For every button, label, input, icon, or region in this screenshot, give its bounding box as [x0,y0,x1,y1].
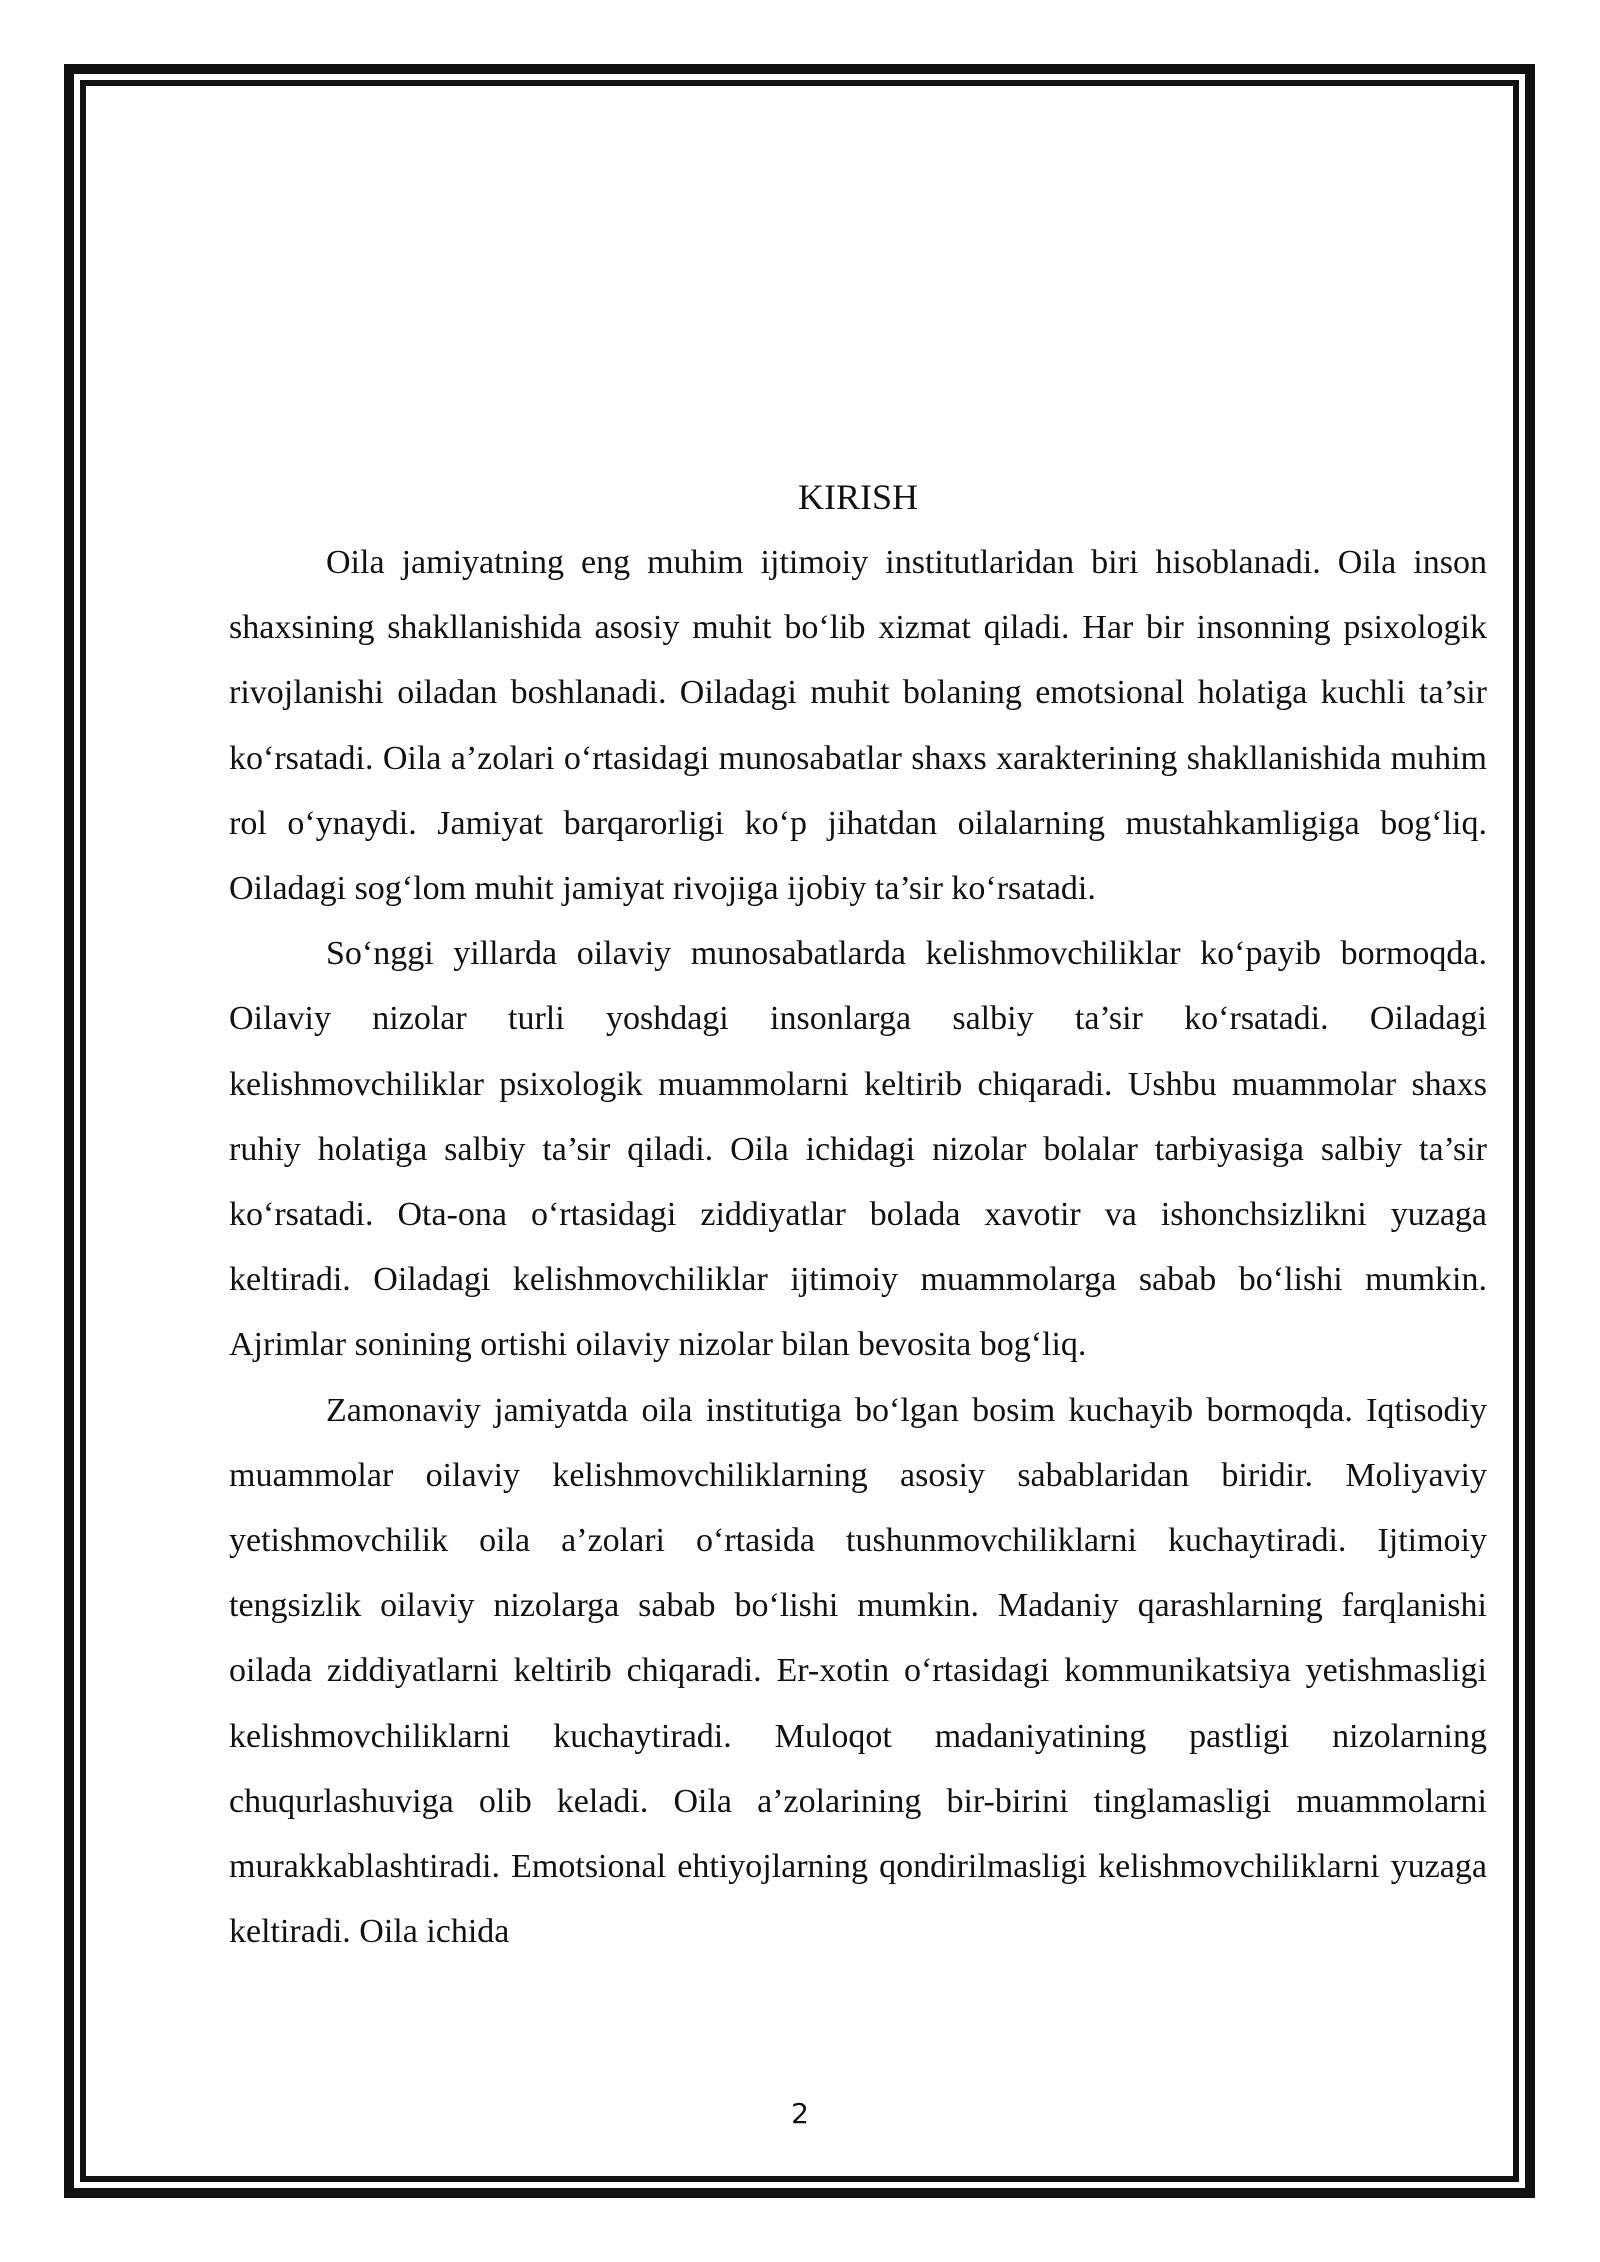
paragraph-2: So‘nggi yillarda oilaviy munosabatlarda kelishmovchiliklar ko‘payib bormoqda. Oilaviy nizolar turli yoshdagi insonlarga salbiy ta’sir ko‘rsatadi. Oiladagi kelishmovchiliklar psixologik muammolarni keltirib chiqaradi. Ushbu muammolar shaxs ruhiy holatiga salbiy ta’sir qiladi. Oila ichidagi nizolar bolalar tarbiyasiga salbiy ta’sir ko‘rsatadi. Ota-ona o‘rtasidagi ziddiyatlar bolada xavotir va ishonchsizlikni yuzaga keltiradi. Oiladagi kelishmovchiliklar ijtimoiy muammolarga sabab bo‘lishi mumkin. Ajrimlar sonining ortishi oilaviy nizolar bilan bevosita bog‘liq. [229,935,1487,1364]
document-body [229,465,1487,1964]
paragraph-1: Oila jamiyatning eng muhim ijtimoiy institutlaridan biri hisoblanadi. Oila inson shaxsining shakllanishida asosiy muhit bo‘lib xizmat qiladi. Har bir insonning psixologik rivojlanishi oiladan boshlanadi. Oiladagi muhit bolaning emotsional holatiga kuchli ta’sir ko‘rsatadi. Oila a’zolari o‘rtasidagi munosabatlar shaxs xarakterining shakllanishida muhim rol o‘ynaydi. Jamiyat barqarorligi ko‘p jihatdan oilalarning mustahkamligiga bog‘liq. Oiladagi sog‘lom muhit jamiyat rivojiga ijobiy ta’sir ko‘rsatadi. [229,544,1487,908]
page-number: 2 [791,2097,809,2130]
paragraph-3: Zamonaviy jamiyatda oila institutiga bo‘lgan bosim kuchayib bormoqda. Iqtisodiy muammolar oilaviy kelishmovchiliklarning asosiy sabablaridan biridir. Moliyaviy yetishmovchilik oila a’zolari o‘rtasida tushunmovchiliklarni kuchaytiradi. Ijtimoiy tengsizlik oilaviy nizolarga sabab bo‘lishi mumkin. Madaniy qarashlarning farqlanishi oilada ziddiyatlarni keltirib chiqaradi. Er-xotin o‘rtasidagi kommunikatsiya yetishmasligi kelishmovchiliklarni kuchaytiradi. Muloqot madaniyatining pastligi nizolarning chuqurlashuviga olib keladi. Oila a’zolarining bir-birini tinglamasligi muammolarni murakkablashtiradi. Emotsional ehtiyojlarning qondirilmasligi kelishmovchiliklarni yuzaga keltiradi. Oila ichida [229,1391,1487,1951]
section-heading: KIRISH [797,477,918,517]
